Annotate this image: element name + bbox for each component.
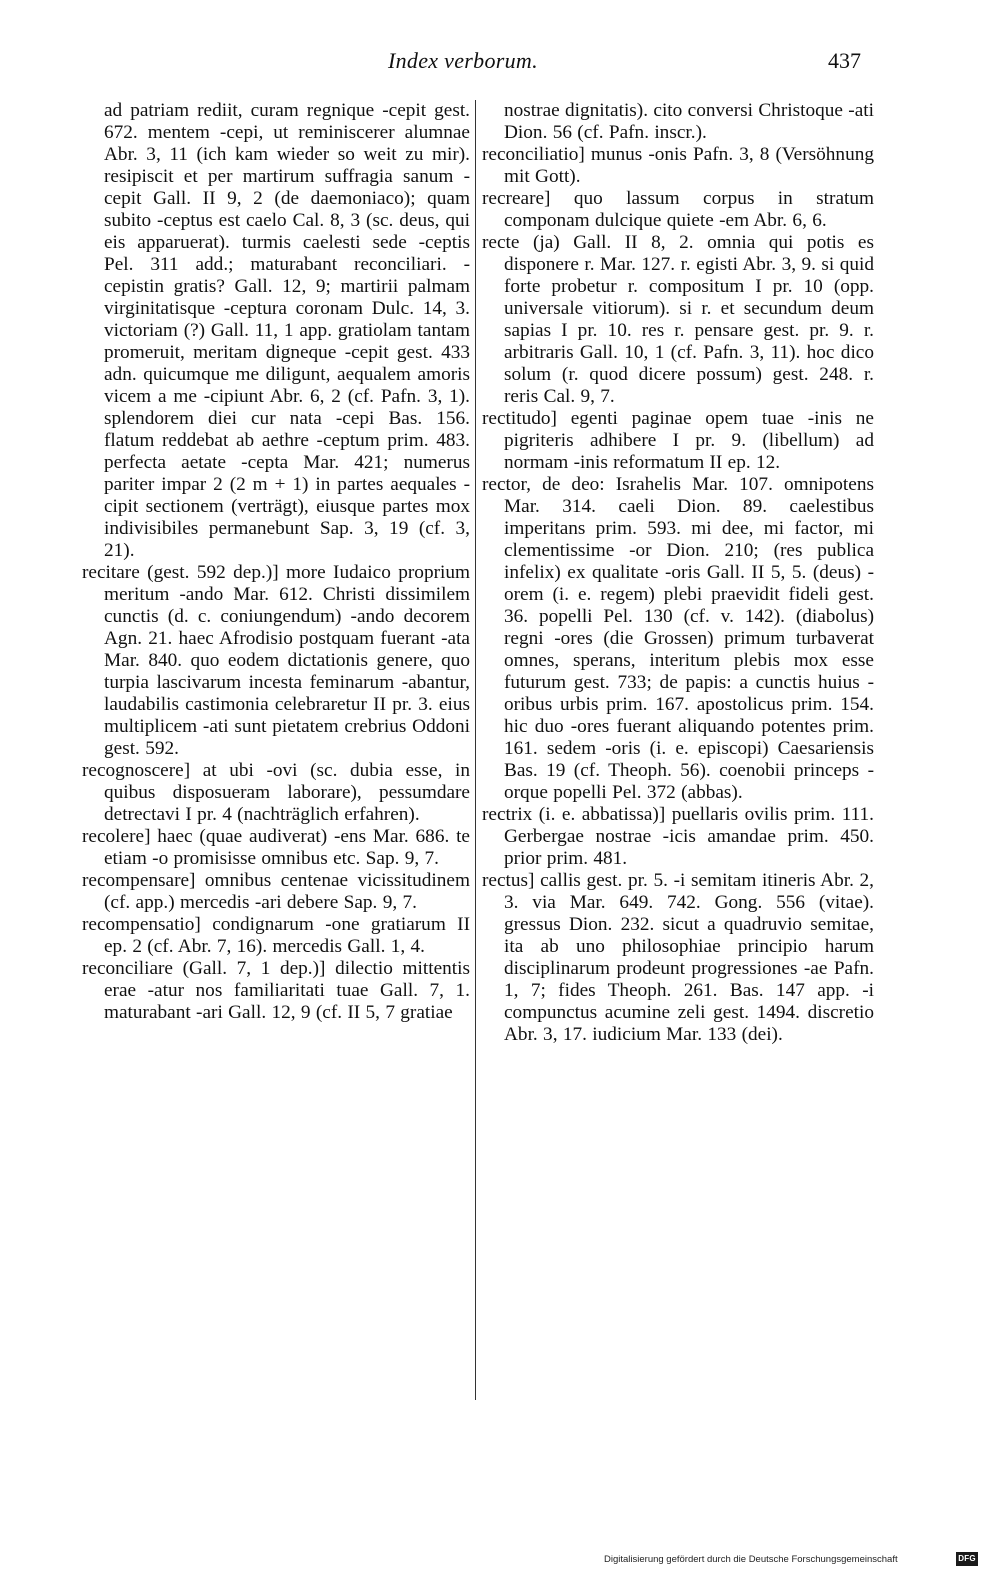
index-entry-rectitudo: rectitudo] egenti paginae opem tuae -inis ne pigriteris adhibere I pr. 9. (libellum) ad normam -inis reformatum II ep. 12. bbox=[482, 408, 874, 473]
left-column bbox=[82, 100, 470, 1400]
index-entry-recompensare: recompensare] omnibus centenae vicissitudinem (cf. app.) mercedis -ari debere Sap. 9, 7. bbox=[82, 870, 470, 913]
index-entry-rectrix: rectrix (i. e. abbatissa)] puellaris ovilis prim. 111. Gerbergae nostrae -icis amandae prim. 450. prior prim. 481. bbox=[482, 804, 874, 869]
digitization-credit bbox=[604, 1552, 990, 1568]
credit-text: Digitalisierung gefördert durch die Deutsche Forschungsgemeinschaft bbox=[604, 1554, 898, 1565]
index-entry-rectus: rectus] callis gest. pr. 5. -i semitam itineris Abr. 2, 3. via Mar. 649. 742. Gong. 556 (vitae). gressus Dion. 232. sicut a quadruvio semitae, ita ab uno philosophiae principio harum disciplinarum prodeunt progressiones -ae Pafn. 1, 7; fides Theoph. 261. Bas. 147 app. -i compunctus acumine zeli gest. 1494. discretio Abr. 3, 17. iudicium Mar. 133 (dei). bbox=[482, 870, 874, 1045]
index-entry-rector: rector, de deo: Israhelis Mar. 107. omnipotens Mar. 314. caeli Dion. 89. caelestibus imperitans prim. 593. mi dee, mi factor, mi clementissime -or Dion. 210; (res publica infelix) ex qualitate -oris Gall. II 5, 5. (deus) -orem (i. e. regem) plebi praevidit fideli gest. 36. popelli Pel. 130 (cf. v. 142). (diabolus) regni -ores (die Grossen) primum turbaverat omnes, sperans, interitum plebis mox esse futurum gest. 733; de papis: a cunctis huius -oribus urbis prim. 167. apostolicus prim. 154. hic duo -ores fuerant aliquando potentes prim. 161. sedem -oris (i. e. episcopi) Caesariensis Bas. 19 (cf. Theoph. 56). coenobii princeps -orque popelli Pel. 372 (abbas). bbox=[482, 474, 874, 803]
index-entry-recreare: recreare] quo lassum corpus in stratum componam dulcique quiete -em Abr. 6, 6. bbox=[482, 188, 874, 231]
running-head: Index verborum. bbox=[388, 48, 538, 73]
index-entry-recognoscere: recognoscere] at ubi -ovi (sc. dubia esse, in quibus disposueram laborare), pessumdare detrectavi I pr. 4 (nachträglich erfahren). bbox=[82, 760, 470, 825]
page-number: 437 bbox=[828, 48, 861, 73]
index-entry-reconciliare: reconciliare (Gall. 7, 1 dep.)] dilectio mittentis erae -atur nos familiaritati tuae Gall. 7, 1. maturabant -ari Gall. 12, 9 (cf. II 5, 7 gratiae bbox=[82, 958, 470, 1023]
index-entry-recolere: recolere] haec (quae audiverat) -ens Mar. 686. te etiam -o promisisse omnibus etc. Sap. 9, 7. bbox=[82, 826, 470, 869]
dfg-logo: DFG bbox=[956, 1552, 978, 1566]
index-entry-reconciliatio: reconciliatio] munus -onis Pafn. 3, 8 (Versöhnung mit Gott). bbox=[482, 144, 874, 187]
index-entry-recte: recte (ja) Gall. II 8, 2. omnia qui potis es disponere r. Mar. 127. r. egisti Abr. 3, 9. si quid forte probetur r. compositum I pr. 10 (opp. universale vitiorum). si r. et secundum deum sapias I pr. 10. res r. pensare gest. pr. 9. r. arbitraris Gall. 10, 1 (cf. Pafn. 3, 11). hoc dico solum (r. quod dicere possum) gest. 248. r. reris Cal. 9, 7. bbox=[482, 232, 874, 407]
column-divider bbox=[475, 100, 476, 1400]
continued-entry: ad patriam rediit, curam regnique -cepit gest. 672. mentem -cepi, ut reminiscerer alumnae Abr. 3, 11 (ich kam wieder so weit zu mir). resipiscit et per martirum suffragia sanum -cepit Gall. II 9, 2 (de daemoniaco); quam subito -ceptus est caelo Cal. 8, 3 (sc. deus, qui eis apparuerat). turmis caelesti sede -ceptis Pel. 311 add.; maturabant reconciliari. -cepistin gratis? Gall. 12, 9; martirii palmam virginitatisque -ceptura coronam Dulc. 14, 3. victoriam (?) Gall. 11, 1 app. gratiolam tantam promeruit, meritam digneque -cepit gest. 433 adn. quicumque me diligunt, aequalem amoris vicem a me -cipiunt Abr. 6, 2 (cf. Pafn. 3, 1). splendorem diei cur nata -cepi Bas. 156. flatum reddebat ab aethre -ceptum prim. 483. perfecta aetate -cepta Mar. 421; numerus pariter impar 2 (2 m + 1) in partes aequales -cipit sectionem (verträgt), eiusque partes mox indivisibiles permanebunt Sap. 3, 19 (cf. 3, 21). bbox=[104, 100, 470, 561]
page-header bbox=[0, 44, 1000, 80]
right-column bbox=[482, 100, 874, 1400]
continued-entry: nostrae dignitatis). cito conversi Christoque -ati Dion. 56 (cf. Pafn. inscr.). bbox=[504, 100, 874, 143]
index-entry-recitare: recitare (gest. 592 dep.)] more Iudaico proprium meritum -ando Mar. 612. Christi dissimilem cunctis (d. c. coniungendum) -ando decorem Agn. 21. haec Afrodisio postquam fuerant -ata Mar. 840. quo eodem dictationis genere, quo turpia lascivarum incesta feminarum -abantur, laudabilis castimonia celebraretur II pr. 3. eius multiplicem -ati sunt pietatem crebrius Oddoni gest. 592. bbox=[82, 562, 470, 759]
index-entry-recompensatio: recompensatio] condignarum -one gratiarum II ep. 2 (cf. Abr. 7, 16). mercedis Gall. 1, 4. bbox=[82, 914, 470, 957]
